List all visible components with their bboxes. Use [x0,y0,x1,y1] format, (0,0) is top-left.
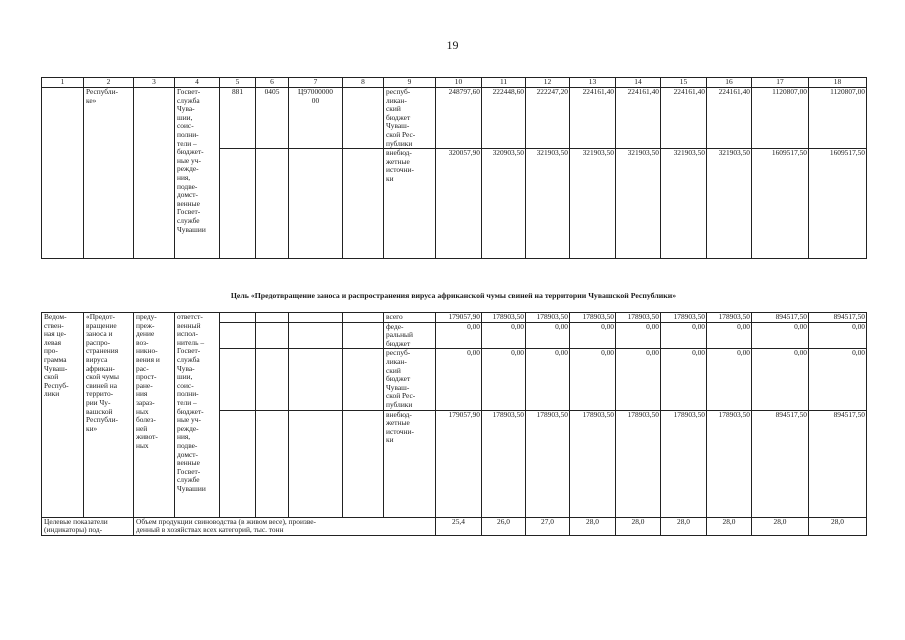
column-number-5: 5 [220,78,256,88]
value-cell: 0,00 [526,349,570,410]
value-cell: 320903,50 [482,149,526,259]
cell-funding-source: респуб- ликан- ский бюджет Чуваш- ской Рес- публики [384,88,436,149]
column-number-8: 8 [343,78,384,88]
cell-expense-type [343,349,384,410]
value-cell: 0,00 [707,349,752,410]
value-cell: 0,00 [752,322,809,349]
value-cell: 28,0 [809,517,867,535]
column-number-15: 15 [661,78,707,88]
budget-table-goal-block [41,312,867,536]
value-cell: 0,00 [526,322,570,349]
value-cell: 178903,50 [482,313,526,323]
value-cell: 224161,40 [661,88,707,149]
column-number-7: 7 [289,78,343,88]
column-number-6: 6 [256,78,289,88]
value-cell: 0,00 [661,349,707,410]
value-cell: 321903,50 [707,149,752,259]
column-number-17: 17 [752,78,809,88]
value-cell: 179057,90 [436,313,482,323]
value-cell: 894517,50 [752,410,809,517]
value-cell: 1120807,00 [752,88,809,149]
cell-grbs-code: 881 [220,88,256,149]
cell-executor: Госвет- служба Чува- шии, соис- полни- тели – бюджет- ные уч- режде- ния, подве- домст- венные Госвет- службе Чувашии [175,88,220,259]
value-cell: 178903,50 [616,313,661,323]
column-number-11: 11 [482,78,526,88]
value-cell: 0,00 [482,322,526,349]
column-number-13: 13 [570,78,616,88]
value-cell: 0,00 [436,349,482,410]
table-row [42,88,867,149]
value-cell: 28,0 [616,517,661,535]
value-cell: 894517,50 [809,313,867,323]
value-cell: 0,00 [809,349,867,410]
cell-section-code [256,313,289,323]
value-cell: 224161,40 [707,88,752,149]
page-number: 19 [446,38,459,52]
value-cell: 0,00 [570,349,616,410]
column-number-16: 16 [707,78,752,88]
value-cell: 224161,40 [570,88,616,149]
column-number-12: 12 [526,78,570,88]
column-number-4: 4 [175,78,220,88]
cell-section-code: 0405 [256,88,289,149]
cell-expense-type [343,88,384,149]
cell-funding-source: внебюд- жетные источни- ки [384,410,436,517]
column-number-2: 2 [84,78,134,88]
cell-status [42,88,84,259]
value-cell: 178903,50 [482,410,526,517]
value-cell: 178903,50 [661,313,707,323]
value-cell: 1120807,00 [809,88,867,149]
column-number-9: 9 [384,78,436,88]
value-cell: 222448,60 [482,88,526,149]
value-cell: 894517,50 [752,313,809,323]
value-cell: 178903,50 [526,410,570,517]
value-cell: 178903,50 [616,410,661,517]
budget-table-continuation [41,77,867,259]
value-cell: 178903,50 [707,313,752,323]
cell-program-name: «Предот- вращение заноса и распро- странения вируса африкан- ской чумы свиней на террито- рии Чу- вашской Республи- ки» [84,313,134,518]
value-cell: 0,00 [570,322,616,349]
cell-section-code [256,410,289,517]
value-cell: 321903,50 [570,149,616,259]
goal-heading: Цель «Предотвращение заноса и распространения вируса африканской чумы свиней на территории Чувашской Республики» [230,291,677,300]
cell-executor: ответст- венный испол- нитель – Госвет- служба Чува- шии, соис- полни- тели – бюджет- ные уч- режде- ния, подве- домст- венные Госвет- службе Чувашии [175,313,220,518]
value-cell: 1609517,50 [752,149,809,259]
value-cell: 248797,60 [436,88,482,149]
cell-section-code [256,322,289,349]
cell-grbs-code [220,410,256,517]
value-cell: 222247,20 [526,88,570,149]
cell-grbs-code [220,313,256,323]
cell-expense-type [343,149,384,259]
value-cell: 178903,50 [526,313,570,323]
column-number-header-row [42,78,867,88]
column-number-10: 10 [436,78,482,88]
value-cell: 0,00 [616,322,661,349]
cell-task [134,88,175,259]
value-cell: 178903,50 [661,410,707,517]
cell-grbs-code [220,149,256,259]
value-cell: 321903,50 [526,149,570,259]
value-cell: 178903,50 [570,313,616,323]
value-cell: 178903,50 [570,410,616,517]
cell-target-article-code [289,149,343,259]
cell-funding-source: всего [384,313,436,323]
cell-target-article-code [289,322,343,349]
cell-task: преду- преж- дение воз- никно- вения и рас- прост- ране- ния зараз- ных болез- ней живот- ных [134,313,175,518]
value-cell: 179057,90 [436,410,482,517]
column-number-18: 18 [809,78,867,88]
cell-expense-type [343,322,384,349]
cell-target-article-code [289,410,343,517]
cell-target-article-code [289,349,343,410]
value-cell: 0,00 [809,322,867,349]
value-cell: 28,0 [570,517,616,535]
value-cell: 224161,40 [616,88,661,149]
cell-target-article-code: Ц97000000 00 [289,88,343,149]
value-cell: 0,00 [616,349,661,410]
value-cell: 27,0 [526,517,570,535]
value-cell: 0,00 [482,349,526,410]
value-cell: 0,00 [707,322,752,349]
value-cell: 28,0 [661,517,707,535]
cell-funding-source: внебюд- жетные источни- ки [384,149,436,259]
value-cell: 321903,50 [616,149,661,259]
cell-section-code [256,349,289,410]
value-cell: 0,00 [436,322,482,349]
value-cell: 28,0 [752,517,809,535]
value-cell: 894517,50 [809,410,867,517]
cell-section-code [256,149,289,259]
value-cell: 26,0 [482,517,526,535]
cell-expense-type [343,313,384,323]
column-number-14: 14 [616,78,661,88]
column-number-1: 1 [42,78,84,88]
cell-status: Ведом- ствен- ная це- левая про- грамма Чуваш- ской Респуб- лики [42,313,84,518]
value-cell: 25,4 [436,517,482,535]
cell-expense-type [343,410,384,517]
value-cell: 0,00 [661,322,707,349]
value-cell: 28,0 [707,517,752,535]
cell-funding-source: респуб- ликан- ский бюджет Чуваш- ской Рес- публики [384,349,436,410]
cell-target-article-code [289,313,343,323]
value-cell: 1609517,50 [809,149,867,259]
cell-indicator-label: Целевые показатели (индикаторы) под- [42,517,134,535]
cell-program-name: Республи- ке» [84,88,134,259]
column-number-3: 3 [134,78,175,88]
value-cell: 320057,90 [436,149,482,259]
cell-funding-source: феде- ральный бюджет [384,322,436,349]
cell-grbs-code [220,322,256,349]
value-cell: 0,00 [752,349,809,410]
value-cell: 178903,50 [707,410,752,517]
value-cell: 321903,50 [661,149,707,259]
cell-grbs-code [220,349,256,410]
table-row [42,313,867,323]
indicator-row [42,517,867,535]
cell-indicator-text: Объем продукции свиноводства (в живом весе), произве- денный в хозяйствах всех категорий, тыс. тонн [134,517,436,535]
